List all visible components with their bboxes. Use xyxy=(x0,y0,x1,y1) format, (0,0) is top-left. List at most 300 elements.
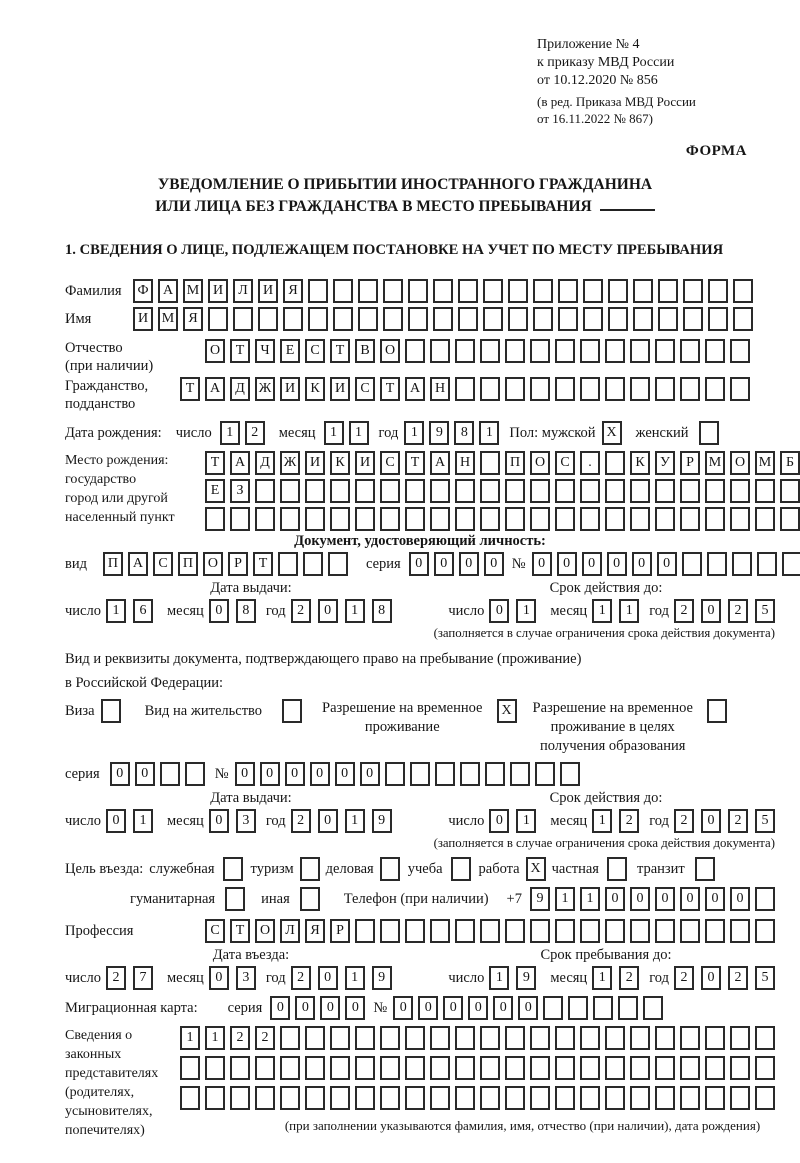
char-cell[interactable]: В xyxy=(355,339,375,363)
male-checkbox[interactable] xyxy=(602,421,622,445)
char-cell[interactable] xyxy=(705,919,725,943)
purpose-tourism-checkbox[interactable] xyxy=(300,857,320,881)
char-cell[interactable] xyxy=(605,451,625,475)
char-cell[interactable]: А xyxy=(158,279,178,303)
char-cell[interactable]: М xyxy=(755,451,775,475)
char-cell[interactable] xyxy=(730,919,750,943)
phone-input[interactable] xyxy=(530,887,775,911)
char-cell[interactable] xyxy=(480,1026,500,1050)
char-cell[interactable]: И xyxy=(208,279,228,303)
char-cell[interactable] xyxy=(280,1026,300,1050)
purpose-transit-checkbox[interactable] xyxy=(695,857,715,881)
char-cell[interactable] xyxy=(680,919,700,943)
char-cell[interactable]: 0 xyxy=(605,887,625,911)
char-cell[interactable] xyxy=(530,507,550,531)
permit-series-input[interactable] xyxy=(110,762,205,786)
char-cell[interactable]: А xyxy=(430,451,450,475)
char-cell[interactable]: X xyxy=(526,857,546,881)
char-cell[interactable] xyxy=(607,857,627,881)
char-cell[interactable]: 1 xyxy=(106,599,126,623)
char-cell[interactable]: 6 xyxy=(133,599,153,623)
char-cell[interactable]: 0 xyxy=(135,762,155,786)
char-cell[interactable] xyxy=(255,479,275,503)
migration-series-input[interactable] xyxy=(270,996,365,1020)
char-cell[interactable]: 0 xyxy=(409,552,429,576)
char-cell[interactable]: 1 xyxy=(345,599,365,623)
char-cell[interactable]: С xyxy=(380,451,400,475)
char-cell[interactable] xyxy=(380,1086,400,1110)
char-cell[interactable] xyxy=(180,1086,200,1110)
char-cell[interactable] xyxy=(730,339,750,363)
entry-year-input[interactable] xyxy=(291,966,392,990)
char-cell[interactable]: Д xyxy=(230,377,250,401)
char-cell[interactable]: Т xyxy=(205,451,225,475)
char-cell[interactable] xyxy=(505,1026,525,1050)
char-cell[interactable] xyxy=(433,307,453,331)
char-cell[interactable]: 0 xyxy=(393,996,413,1020)
stay-day-input[interactable] xyxy=(489,966,536,990)
char-cell[interactable]: 1 xyxy=(220,421,240,445)
char-cell[interactable] xyxy=(605,1086,625,1110)
char-cell[interactable] xyxy=(455,919,475,943)
char-cell[interactable] xyxy=(555,377,575,401)
char-cell[interactable] xyxy=(730,507,750,531)
id-valid-day-input[interactable] xyxy=(489,599,536,623)
char-cell[interactable] xyxy=(355,1056,375,1080)
char-cell[interactable] xyxy=(733,307,753,331)
entry-month-input[interactable] xyxy=(209,966,256,990)
char-cell[interactable]: 1 xyxy=(580,887,600,911)
char-cell[interactable] xyxy=(555,919,575,943)
char-cell[interactable] xyxy=(408,279,428,303)
char-cell[interactable] xyxy=(405,1056,425,1080)
representatives-input-row1[interactable] xyxy=(180,1026,775,1050)
char-cell[interactable] xyxy=(305,479,325,503)
char-cell[interactable] xyxy=(605,919,625,943)
char-cell[interactable] xyxy=(583,307,603,331)
char-cell[interactable] xyxy=(383,307,403,331)
char-cell[interactable] xyxy=(583,279,603,303)
char-cell[interactable]: 0 xyxy=(209,599,229,623)
char-cell[interactable] xyxy=(255,507,275,531)
char-cell[interactable] xyxy=(358,307,378,331)
char-cell[interactable] xyxy=(330,507,350,531)
char-cell[interactable]: 1 xyxy=(489,966,509,990)
char-cell[interactable]: Е xyxy=(205,479,225,503)
char-cell[interactable]: 0 xyxy=(680,887,700,911)
char-cell[interactable]: 0 xyxy=(318,599,338,623)
char-cell[interactable]: 0 xyxy=(235,762,255,786)
char-cell[interactable]: И xyxy=(258,279,278,303)
char-cell[interactable]: А xyxy=(405,377,425,401)
char-cell[interactable]: 1 xyxy=(345,966,365,990)
char-cell[interactable] xyxy=(530,919,550,943)
char-cell[interactable] xyxy=(405,339,425,363)
birth-place-input-row3[interactable] xyxy=(205,507,800,531)
char-cell[interactable] xyxy=(580,919,600,943)
char-cell[interactable] xyxy=(630,479,650,503)
char-cell[interactable]: 0 xyxy=(434,552,454,576)
char-cell[interactable]: Т xyxy=(330,339,350,363)
char-cell[interactable] xyxy=(580,479,600,503)
char-cell[interactable]: 1 xyxy=(516,809,536,833)
char-cell[interactable] xyxy=(683,279,703,303)
char-cell[interactable] xyxy=(430,507,450,531)
char-cell[interactable] xyxy=(605,377,625,401)
char-cell[interactable] xyxy=(280,507,300,531)
char-cell[interactable]: Л xyxy=(280,919,300,943)
id-valid-month-input[interactable] xyxy=(592,599,639,623)
purpose-study-checkbox[interactable] xyxy=(451,857,471,881)
char-cell[interactable] xyxy=(555,1056,575,1080)
char-cell[interactable]: X xyxy=(497,699,517,723)
char-cell[interactable] xyxy=(605,1026,625,1050)
char-cell[interactable]: 0 xyxy=(730,887,750,911)
char-cell[interactable] xyxy=(533,307,553,331)
char-cell[interactable]: А xyxy=(205,377,225,401)
char-cell[interactable] xyxy=(630,1056,650,1080)
char-cell[interactable]: Ф xyxy=(133,279,153,303)
char-cell[interactable]: 0 xyxy=(557,552,577,576)
birth-year-input[interactable] xyxy=(404,421,499,445)
char-cell[interactable]: И xyxy=(330,377,350,401)
char-cell[interactable]: О xyxy=(380,339,400,363)
char-cell[interactable]: Я xyxy=(283,279,303,303)
char-cell[interactable] xyxy=(732,552,752,576)
char-cell[interactable] xyxy=(328,552,348,576)
char-cell[interactable] xyxy=(205,1056,225,1080)
char-cell[interactable] xyxy=(633,279,653,303)
char-cell[interactable] xyxy=(101,699,121,723)
char-cell[interactable]: 0 xyxy=(657,552,677,576)
char-cell[interactable] xyxy=(533,279,553,303)
char-cell[interactable] xyxy=(658,279,678,303)
char-cell[interactable]: 2 xyxy=(674,966,694,990)
char-cell[interactable] xyxy=(655,919,675,943)
char-cell[interactable] xyxy=(705,1026,725,1050)
char-cell[interactable] xyxy=(480,479,500,503)
char-cell[interactable]: 0 xyxy=(320,996,340,1020)
char-cell[interactable] xyxy=(530,1026,550,1050)
char-cell[interactable] xyxy=(695,857,715,881)
char-cell[interactable]: Ж xyxy=(255,377,275,401)
residence-permit-checkbox[interactable] xyxy=(282,699,302,723)
char-cell[interactable]: З xyxy=(230,479,250,503)
char-cell[interactable] xyxy=(208,307,228,331)
char-cell[interactable]: 0 xyxy=(209,966,229,990)
char-cell[interactable]: 2 xyxy=(728,599,748,623)
char-cell[interactable] xyxy=(408,307,428,331)
char-cell[interactable] xyxy=(680,1056,700,1080)
char-cell[interactable] xyxy=(458,279,478,303)
char-cell[interactable]: 0 xyxy=(518,996,538,1020)
id-issue-year-input[interactable] xyxy=(291,599,392,623)
char-cell[interactable]: О xyxy=(530,451,550,475)
char-cell[interactable]: 9 xyxy=(530,887,550,911)
char-cell[interactable] xyxy=(451,857,471,881)
char-cell[interactable]: 0 xyxy=(655,887,675,911)
temp-permit-checkbox[interactable] xyxy=(497,699,517,723)
char-cell[interactable] xyxy=(655,339,675,363)
char-cell[interactable] xyxy=(655,1086,675,1110)
char-cell[interactable]: К xyxy=(305,377,325,401)
char-cell[interactable]: 2 xyxy=(619,809,639,833)
char-cell[interactable]: 1 xyxy=(592,599,612,623)
char-cell[interactable] xyxy=(480,1086,500,1110)
char-cell[interactable]: Я xyxy=(183,307,203,331)
id-issue-day-input[interactable] xyxy=(106,599,153,623)
char-cell[interactable]: 0 xyxy=(489,809,509,833)
char-cell[interactable] xyxy=(223,857,243,881)
char-cell[interactable]: 0 xyxy=(345,996,365,1020)
char-cell[interactable] xyxy=(555,1026,575,1050)
char-cell[interactable]: 8 xyxy=(454,421,474,445)
char-cell[interactable]: 2 xyxy=(291,966,311,990)
char-cell[interactable] xyxy=(780,507,800,531)
char-cell[interactable] xyxy=(160,762,180,786)
char-cell[interactable] xyxy=(755,919,775,943)
char-cell[interactable]: 9 xyxy=(429,421,449,445)
char-cell[interactable] xyxy=(510,762,530,786)
char-cell[interactable] xyxy=(455,1056,475,1080)
id-issue-month-input[interactable] xyxy=(209,599,256,623)
char-cell[interactable] xyxy=(580,1056,600,1080)
char-cell[interactable] xyxy=(705,339,725,363)
char-cell[interactable] xyxy=(185,762,205,786)
char-cell[interactable] xyxy=(680,377,700,401)
char-cell[interactable] xyxy=(680,507,700,531)
char-cell[interactable] xyxy=(558,307,578,331)
char-cell[interactable]: 0 xyxy=(270,996,290,1020)
char-cell[interactable]: 0 xyxy=(360,762,380,786)
char-cell[interactable]: 0 xyxy=(310,762,330,786)
char-cell[interactable]: П xyxy=(103,552,123,576)
char-cell[interactable]: 2 xyxy=(245,421,265,445)
char-cell[interactable]: 2 xyxy=(674,809,694,833)
char-cell[interactable] xyxy=(508,279,528,303)
char-cell[interactable] xyxy=(380,1026,400,1050)
char-cell[interactable]: 2 xyxy=(255,1026,275,1050)
surname-input[interactable] xyxy=(133,279,753,303)
char-cell[interactable] xyxy=(330,1026,350,1050)
char-cell[interactable]: С xyxy=(205,919,225,943)
char-cell[interactable] xyxy=(618,996,638,1020)
char-cell[interactable] xyxy=(405,919,425,943)
char-cell[interactable]: 0 xyxy=(532,552,552,576)
char-cell[interactable]: 1 xyxy=(180,1026,200,1050)
char-cell[interactable] xyxy=(608,307,628,331)
char-cell[interactable] xyxy=(655,1056,675,1080)
char-cell[interactable] xyxy=(308,279,328,303)
char-cell[interactable] xyxy=(355,479,375,503)
char-cell[interactable] xyxy=(380,919,400,943)
char-cell[interactable] xyxy=(483,279,503,303)
char-cell[interactable]: 2 xyxy=(728,809,748,833)
char-cell[interactable] xyxy=(782,552,800,576)
profession-input[interactable] xyxy=(205,919,775,943)
char-cell[interactable] xyxy=(278,552,298,576)
char-cell[interactable] xyxy=(643,996,663,1020)
char-cell[interactable] xyxy=(358,279,378,303)
char-cell[interactable]: 0 xyxy=(484,552,504,576)
char-cell[interactable] xyxy=(593,996,613,1020)
char-cell[interactable] xyxy=(405,479,425,503)
char-cell[interactable] xyxy=(730,377,750,401)
name-input[interactable] xyxy=(133,307,753,331)
char-cell[interactable] xyxy=(558,279,578,303)
char-cell[interactable] xyxy=(630,1086,650,1110)
char-cell[interactable] xyxy=(730,1026,750,1050)
permit-issue-month-input[interactable] xyxy=(209,809,256,833)
char-cell[interactable] xyxy=(505,479,525,503)
char-cell[interactable] xyxy=(455,507,475,531)
char-cell[interactable]: 7 xyxy=(133,966,153,990)
char-cell[interactable] xyxy=(655,507,675,531)
char-cell[interactable] xyxy=(308,307,328,331)
char-cell[interactable]: Т xyxy=(380,377,400,401)
char-cell[interactable] xyxy=(305,507,325,531)
char-cell[interactable] xyxy=(282,699,302,723)
char-cell[interactable]: X xyxy=(602,421,622,445)
char-cell[interactable]: О xyxy=(730,451,750,475)
char-cell[interactable] xyxy=(430,1086,450,1110)
char-cell[interactable]: И xyxy=(133,307,153,331)
char-cell[interactable] xyxy=(383,279,403,303)
char-cell[interactable] xyxy=(633,307,653,331)
char-cell[interactable] xyxy=(333,279,353,303)
char-cell[interactable]: 1 xyxy=(516,599,536,623)
char-cell[interactable] xyxy=(458,307,478,331)
permit-valid-day-input[interactable] xyxy=(489,809,536,833)
char-cell[interactable] xyxy=(430,339,450,363)
char-cell[interactable] xyxy=(455,1086,475,1110)
char-cell[interactable]: С xyxy=(555,451,575,475)
char-cell[interactable]: 0 xyxy=(209,809,229,833)
char-cell[interactable] xyxy=(355,1086,375,1110)
char-cell[interactable] xyxy=(755,479,775,503)
char-cell[interactable]: Т xyxy=(253,552,273,576)
female-checkbox[interactable] xyxy=(699,421,719,445)
char-cell[interactable] xyxy=(708,279,728,303)
char-cell[interactable]: 0 xyxy=(582,552,602,576)
char-cell[interactable]: 0 xyxy=(285,762,305,786)
char-cell[interactable]: 0 xyxy=(260,762,280,786)
char-cell[interactable]: . xyxy=(580,451,600,475)
char-cell[interactable]: 1 xyxy=(592,966,612,990)
char-cell[interactable] xyxy=(455,479,475,503)
char-cell[interactable] xyxy=(705,479,725,503)
char-cell[interactable]: 1 xyxy=(345,809,365,833)
char-cell[interactable] xyxy=(730,1056,750,1080)
char-cell[interactable] xyxy=(530,1056,550,1080)
char-cell[interactable]: 5 xyxy=(755,809,775,833)
char-cell[interactable] xyxy=(580,339,600,363)
migration-number-input[interactable] xyxy=(393,996,663,1020)
char-cell[interactable] xyxy=(683,307,703,331)
char-cell[interactable]: 0 xyxy=(468,996,488,1020)
char-cell[interactable] xyxy=(333,307,353,331)
stay-year-input[interactable] xyxy=(674,966,775,990)
char-cell[interactable]: 2 xyxy=(728,966,748,990)
permit-issue-year-input[interactable] xyxy=(291,809,392,833)
char-cell[interactable]: С xyxy=(355,377,375,401)
char-cell[interactable]: А xyxy=(230,451,250,475)
char-cell[interactable] xyxy=(580,507,600,531)
char-cell[interactable] xyxy=(330,1086,350,1110)
char-cell[interactable] xyxy=(380,507,400,531)
char-cell[interactable] xyxy=(630,919,650,943)
char-cell[interactable]: 1 xyxy=(205,1026,225,1050)
char-cell[interactable] xyxy=(555,479,575,503)
char-cell[interactable]: Н xyxy=(455,451,475,475)
char-cell[interactable]: 9 xyxy=(372,809,392,833)
char-cell[interactable] xyxy=(480,339,500,363)
char-cell[interactable] xyxy=(555,1086,575,1110)
char-cell[interactable] xyxy=(699,421,719,445)
char-cell[interactable] xyxy=(380,1056,400,1080)
char-cell[interactable] xyxy=(705,377,725,401)
char-cell[interactable]: 0 xyxy=(318,966,338,990)
id-valid-year-input[interactable] xyxy=(674,599,775,623)
char-cell[interactable] xyxy=(205,1086,225,1110)
char-cell[interactable] xyxy=(480,451,500,475)
char-cell[interactable] xyxy=(707,699,727,723)
char-cell[interactable] xyxy=(658,307,678,331)
char-cell[interactable] xyxy=(283,307,303,331)
char-cell[interactable] xyxy=(255,1086,275,1110)
char-cell[interactable]: 9 xyxy=(372,966,392,990)
char-cell[interactable]: К xyxy=(330,451,350,475)
char-cell[interactable]: И xyxy=(280,377,300,401)
char-cell[interactable] xyxy=(280,479,300,503)
char-cell[interactable] xyxy=(460,762,480,786)
char-cell[interactable] xyxy=(757,552,777,576)
char-cell[interactable]: У xyxy=(655,451,675,475)
char-cell[interactable]: М xyxy=(158,307,178,331)
char-cell[interactable] xyxy=(405,1086,425,1110)
char-cell[interactable]: 1 xyxy=(349,421,369,445)
char-cell[interactable] xyxy=(630,507,650,531)
char-cell[interactable]: 0 xyxy=(705,887,725,911)
char-cell[interactable]: С xyxy=(305,339,325,363)
char-cell[interactable]: Т xyxy=(230,919,250,943)
char-cell[interactable] xyxy=(543,996,563,1020)
char-cell[interactable] xyxy=(380,857,400,881)
char-cell[interactable] xyxy=(605,1056,625,1080)
char-cell[interactable] xyxy=(707,552,727,576)
char-cell[interactable]: Ч xyxy=(255,339,275,363)
char-cell[interactable]: 1 xyxy=(479,421,499,445)
char-cell[interactable]: П xyxy=(178,552,198,576)
char-cell[interactable]: 1 xyxy=(592,809,612,833)
char-cell[interactable] xyxy=(530,339,550,363)
char-cell[interactable]: 5 xyxy=(755,966,775,990)
representatives-input-row2[interactable] xyxy=(180,1056,775,1080)
char-cell[interactable] xyxy=(483,307,503,331)
purpose-business-checkbox[interactable] xyxy=(380,857,400,881)
char-cell[interactable] xyxy=(405,507,425,531)
char-cell[interactable] xyxy=(730,1086,750,1110)
char-cell[interactable] xyxy=(230,507,250,531)
char-cell[interactable]: 1 xyxy=(404,421,424,445)
char-cell[interactable] xyxy=(410,762,430,786)
char-cell[interactable] xyxy=(480,1056,500,1080)
birth-month-input[interactable] xyxy=(324,421,369,445)
char-cell[interactable]: 0 xyxy=(489,599,509,623)
char-cell[interactable] xyxy=(230,1056,250,1080)
char-cell[interactable]: Е xyxy=(280,339,300,363)
char-cell[interactable] xyxy=(430,1056,450,1080)
